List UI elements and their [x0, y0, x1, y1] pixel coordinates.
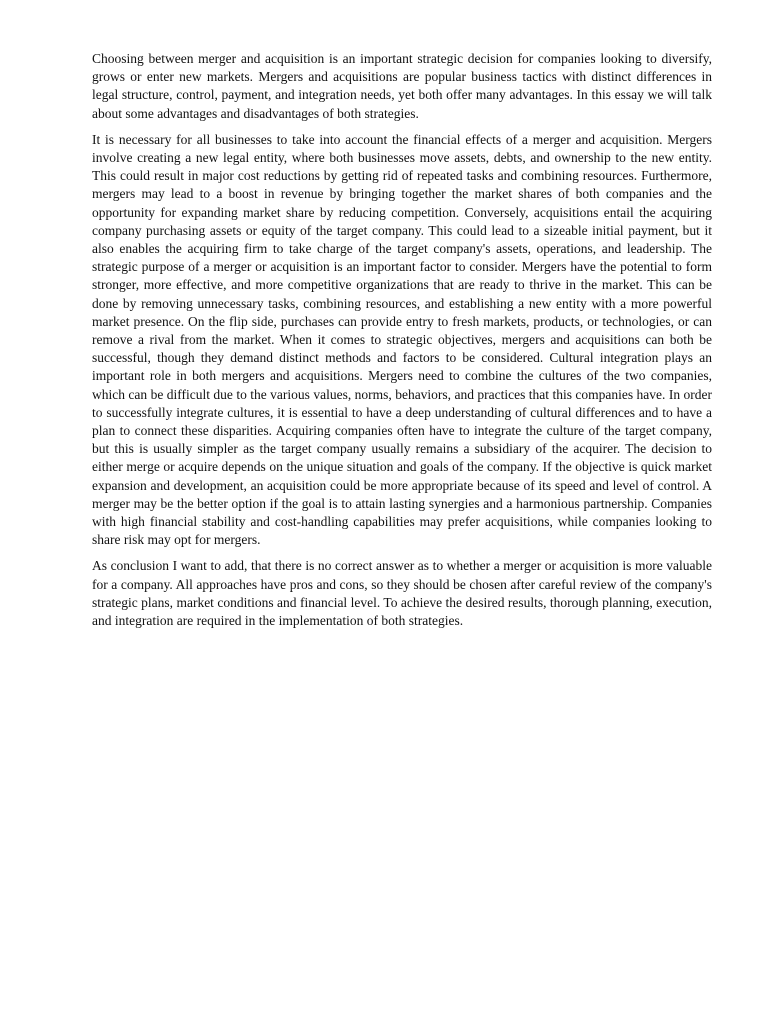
- paragraph-conclusion: As conclusion I want to add, that there is no correct answer as to whether a merger or acquisition is more valuable for a company. All approaches have pros and cons, so they should be chosen after careful review of the company's strategic plans, market conditions and financial level. To achieve the desired results, thorough planning, execution, and integration are required in the implementation of both strategies.: [92, 558, 712, 629]
- paragraph-body: It is necessary for all businesses to take into account the financial effects of a merger and acquisition. Mergers involve creating a new legal entity, where both businesses move assets, debts, and ownership to the new entity. This could result in major cost reductions by getting rid of repeated tasks and combining resources. Furthermore, mergers may lead to a boost in revenue by bringing together the market shares of both companies and the opportunity for expanding market share by reducing competition. Conversely, acquisitions entail the acquiring company purchasing assets or equity of the target company. This could lead to a sizeable initial payment, but it also enables the acquiring firm to take charge of the target company's assets, operations, and leadership. The strategic purpose of a merger or acquisition is an important factor to consider. Mergers have the potential to form stronger, more effective, and more competitive organizations that are ready to thrive in the market. This can be done by removing unnecessary tasks, combining resources, and establishing a new entity with a more powerful market presence. On the flip side, purchases can provide entry to fresh markets, products, or technologies, or can remove a rival from the market. When it comes to strategic objectives, mergers and acquisitions can both be successful, though they demand distinct methods and factors to be considered. Cultural integration plays an important role in both mergers and acquisitions. Mergers need to combine the cultures of the two companies, which can be difficult due to the various values, norms, behaviors, and practices that this companies have. In order to successfully integrate cultures, it is essential to have a deep understanding of cultural differences and to have a plan to connect these disparities. Acquiring companies often have to integrate the culture of the target company, but this is usually simpler as the target company usually remains a subsidiary of the acquirer. The decision to either merge or acquire depends on the unique situation and goals of the company. If the objective is quick market expansion and development, an acquisition could be more appropriate because of its speed and level of control. A merger may be the better option if the goal is to attain lasting synergies and a harmonious partnership. Companies with high financial stability and cost-handling capabilities may prefer acquisitions, while companies looking to share risk may opt for mergers.: [92, 131, 712, 548]
- document-page: [92, 50, 712, 638]
- paragraph-introduction: Choosing between merger and acquisition is an important strategic decision for companies looking to diversify, grows or enter new markets. Mergers and acquisitions are popular business tactics with distinct differences in legal structure, control, payment, and integration needs, yet both offer many advantages. In this essay we will talk about some advantages and disadvantages of both strategies.: [92, 51, 712, 121]
